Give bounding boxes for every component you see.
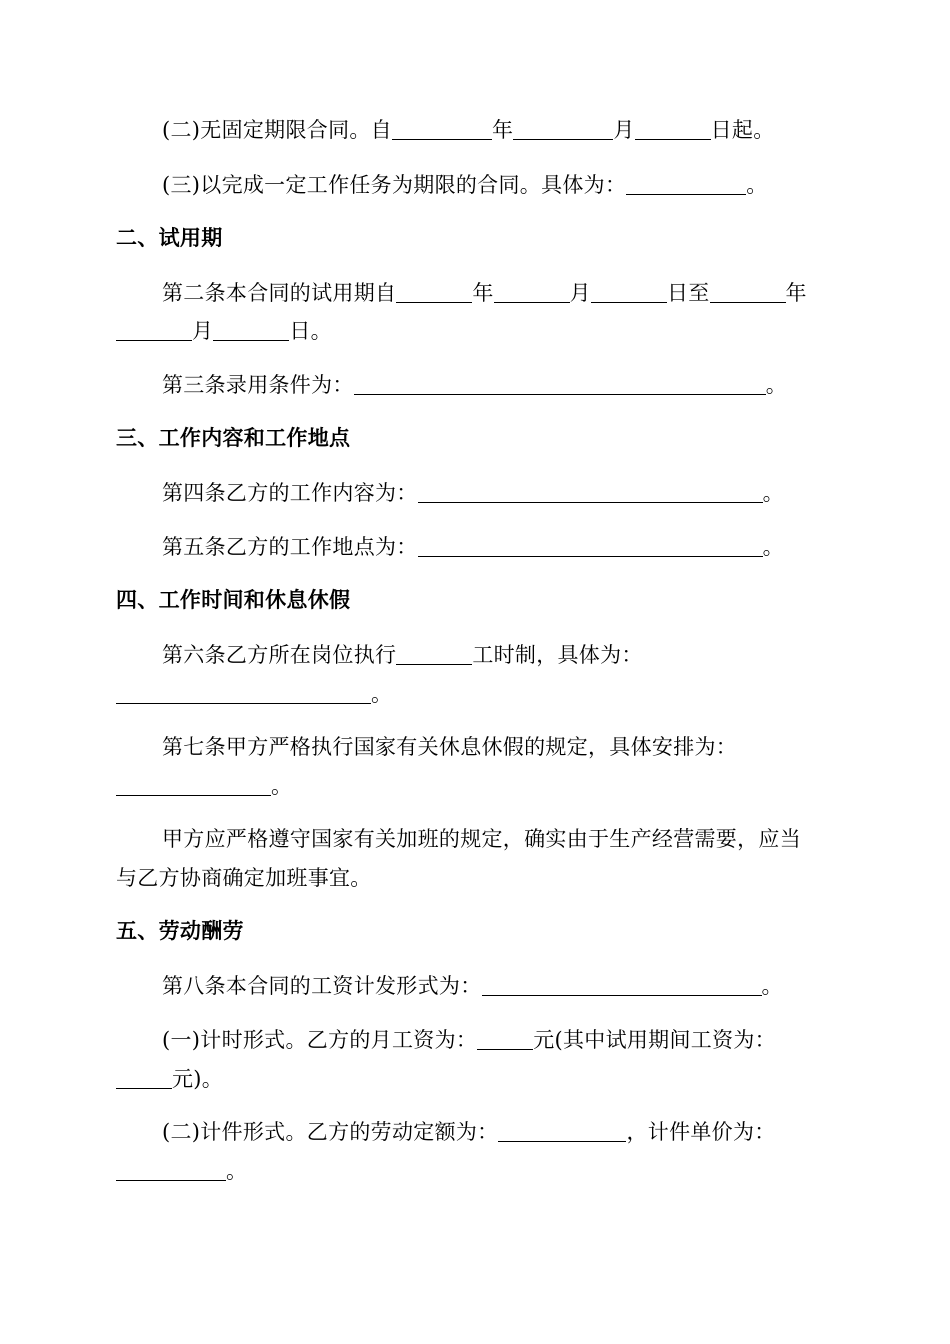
text: 。 [371, 682, 393, 706]
article-8 [162, 969, 783, 1003]
text: 日。 [289, 319, 332, 343]
article-2-line-1 [162, 276, 807, 310]
section-heading-work-content: 三、工作内容和工作地点 [116, 426, 351, 450]
text: 年 [785, 281, 807, 305]
article-7-line-1 [162, 730, 737, 764]
text: 日至 [666, 281, 710, 305]
blank-field [396, 644, 472, 665]
article-6-line-2 [116, 677, 392, 711]
text: 工时制，具体为： [472, 643, 643, 667]
text: 第二条本合同的试用期自 [162, 281, 397, 305]
overtime-line-2: 与乙方协商确定加班事宜。 [116, 866, 372, 890]
blank-field [513, 119, 613, 140]
section-heading-work-hours: 四、工作时间和休息休假 [116, 588, 351, 612]
blank-field [626, 174, 746, 195]
blank-field [418, 482, 763, 503]
blank-field [396, 282, 472, 303]
text: 第七条甲方严格执行国家有关休息休假的规定，具体安排为： [162, 735, 738, 759]
blank-field [710, 282, 786, 303]
blank-field [116, 775, 271, 796]
blank-field [116, 320, 192, 341]
text: 。 [746, 173, 768, 197]
blank-field [213, 320, 289, 341]
pay-piece-line-2 [116, 1154, 247, 1188]
blank-field [482, 975, 762, 996]
blank-field [392, 119, 492, 140]
article-6-line-1 [162, 638, 643, 672]
overtime-line-1: 甲方应严格遵守国家有关加班的规定，确实由于生产经营需要，应当 [162, 827, 801, 851]
blank-field [498, 1121, 626, 1142]
text: 。 [226, 1159, 248, 1183]
text: 元)。 [172, 1067, 224, 1091]
text: (一)计时形式。乙方的月工资为： [162, 1028, 478, 1052]
clause-task-term [162, 168, 768, 202]
text: 。 [761, 974, 783, 998]
blank-field [635, 119, 711, 140]
text: 月 [192, 319, 214, 343]
blank-field [116, 1160, 226, 1181]
text: 第五条乙方的工作地点为： [162, 535, 418, 559]
blank-field [354, 374, 766, 395]
text: 第六条乙方所在岗位执行 [162, 643, 397, 667]
text: (二)无固定期限合同。自 [162, 118, 392, 142]
blank-field [591, 282, 667, 303]
blank-field [116, 683, 371, 704]
text: 月 [569, 281, 591, 305]
blank-field [494, 282, 570, 303]
article-2-line-2 [116, 314, 332, 348]
text: ，计件单价为： [626, 1120, 776, 1144]
text: 年 [472, 281, 494, 305]
article-7-line-2 [116, 769, 292, 803]
clause-indefinite-term [162, 113, 775, 147]
text: 。 [762, 481, 784, 505]
text: 。 [765, 373, 788, 397]
pay-hourly-line-1 [162, 1023, 776, 1057]
pay-piece-line-1 [162, 1115, 776, 1149]
text: (三)以完成一定工作任务为期限的合同。具体为： [162, 173, 627, 197]
text: 元(其中试用期间工资为： [533, 1028, 776, 1052]
text: 月 [613, 118, 635, 142]
text: (二)计件形式。乙方的劳动定额为： [162, 1120, 499, 1144]
section-heading-remuneration: 五、劳动酬劳 [116, 919, 244, 943]
article-3 [162, 368, 787, 402]
text: 第三条录用条件为： [162, 373, 354, 397]
blank-field [418, 536, 763, 557]
pay-hourly-line-2 [116, 1062, 223, 1096]
article-4 [162, 476, 784, 510]
article-5 [162, 530, 784, 564]
text: 。 [271, 774, 293, 798]
text: 日起。 [710, 118, 775, 142]
text: 第八条本合同的工资计发形式为： [162, 974, 482, 998]
text: 年 [492, 118, 514, 142]
blank-field [477, 1029, 533, 1050]
blank-field [116, 1068, 172, 1089]
text: 。 [762, 535, 784, 559]
section-heading-probation: 二、试用期 [116, 226, 223, 250]
text: 第四条乙方的工作内容为： [162, 481, 418, 505]
